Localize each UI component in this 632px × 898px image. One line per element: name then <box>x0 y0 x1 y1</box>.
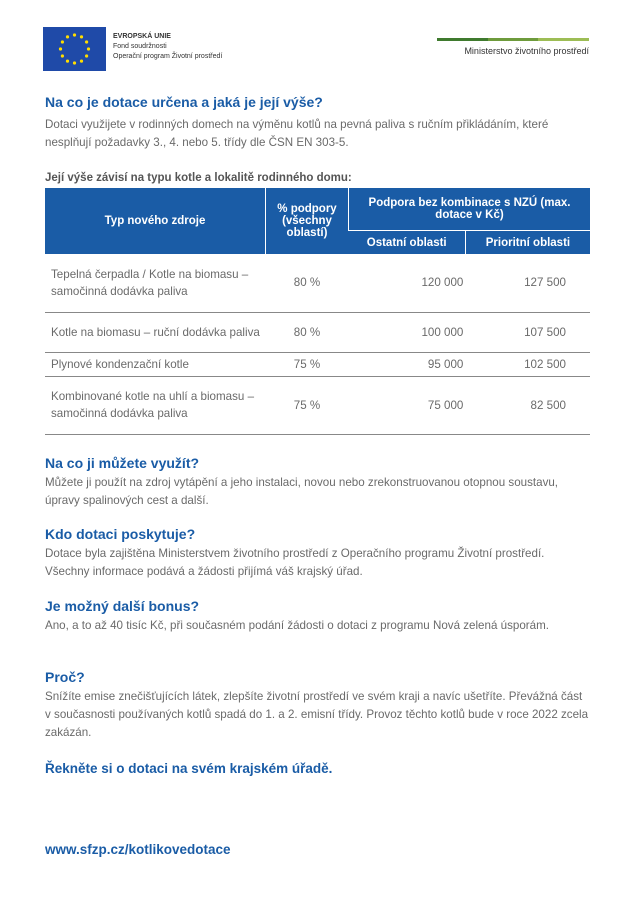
table-row <box>45 376 590 434</box>
cell-other-areas: 95 000 <box>349 352 466 376</box>
cell-priority-areas: 102 500 <box>465 352 590 376</box>
cell-priority-areas: 127 500 <box>465 254 590 312</box>
use-text: Můžete ji použít na zdroj vytápění a jeho instalaci, novou nebo zrekonstruovanou otopnou soustavu, úpravy spalinových cest a další. <box>45 476 559 507</box>
bonus-text: Ano, a to až 40 tisíc Kč, při současném podání žádosti o dotaci z programu Nová zelená úsporám. <box>45 619 549 632</box>
cell-other-areas: 75 000 <box>349 376 466 434</box>
column-header-group: Podpora bez kombinace s NZÚ (max. dotace v Kč) <box>349 188 591 231</box>
why-text: Snížíte emise znečišťujících látek, zlepšíte životní prostředí ve svém kraji a navíc ušetříte. Převážná část v současnosti používaných kotlů spadá do 1. a 2. emisní třídy. Provoz těchto kotlů bude v roce 2022 zcela zakázán. <box>45 690 589 739</box>
cell-type: Plynové kondenzační kotle <box>45 352 266 376</box>
cell-percent: 75 % <box>266 352 349 376</box>
provider-text: Dotace byla zajištěna Ministerstvem životního prostředí z Operačního programu Životní prostředí. Všechny informace podává a žádosti přijímá váš krajský úřad. <box>45 547 545 578</box>
column-header-priority-areas: Prioritní oblasti <box>465 231 590 255</box>
eu-title: EVROPSKÁ UNIE <box>113 33 171 40</box>
website-link[interactable]: www.sfzp.cz/kotlikovedotace <box>45 842 231 857</box>
cell-other-areas: 120 000 <box>349 254 466 312</box>
column-header-type: Typ nového zdroje <box>45 188 266 254</box>
cell-priority-areas: 107 500 <box>465 312 590 352</box>
provider-title: Kdo dotaci poskytuje? <box>45 526 196 542</box>
eu-program-label <box>113 32 222 62</box>
cell-type: Kombinované kotle na uhlí a biomasu – samočinná dodávka paliva <box>45 376 266 434</box>
cell-percent: 80 % <box>266 312 349 352</box>
column-header-percent: % podpory (všechny oblastí) <box>266 188 349 254</box>
table-row <box>45 352 590 376</box>
subsidy-table <box>45 188 590 435</box>
table-caption: Její výše závisí na typu kotle a lokalitě rodinného domu: <box>45 172 352 184</box>
bonus-title: Je možný další bonus? <box>45 598 200 614</box>
eu-program: Operační program Životní prostředí <box>113 53 223 60</box>
intro-text: Dotaci využijete v rodinných domech na výměnu kotlů na pevná paliva s ručním přikládáním, které nesplňují požadavky 3., 4. nebo 5. třídy dle ČSN EN 303-5. <box>45 118 549 149</box>
cell-percent: 80 % <box>266 254 349 312</box>
closing-call-to-action: Řekněte si o dotaci na svém krajském úřadě. <box>45 761 333 776</box>
ministry-name: Ministerstvo životního prostředí <box>464 46 589 56</box>
intro-title: Na co je dotace určena a jaká je její výše? <box>45 94 323 110</box>
cell-percent: 75 % <box>266 376 349 434</box>
ministry-logo-bar <box>437 38 589 41</box>
eu-fund: Fond soudržnosti <box>113 43 167 50</box>
page-header <box>0 0 632 90</box>
cell-type: Kotle na biomasu – ruční dodávka paliva <box>45 312 266 352</box>
why-title: Proč? <box>45 669 85 685</box>
eu-flag-icon <box>43 27 106 71</box>
cell-priority-areas: 82 500 <box>465 376 590 434</box>
use-title: Na co ji můžete využít? <box>45 455 200 471</box>
column-header-other-areas: Ostatní oblasti <box>349 231 466 255</box>
cell-type: Tepelná čerpadla / Kotle na biomasu – samočinná dodávka paliva <box>45 254 266 312</box>
table-row <box>45 312 590 352</box>
table-row <box>45 254 590 312</box>
cell-other-areas: 100 000 <box>349 312 466 352</box>
